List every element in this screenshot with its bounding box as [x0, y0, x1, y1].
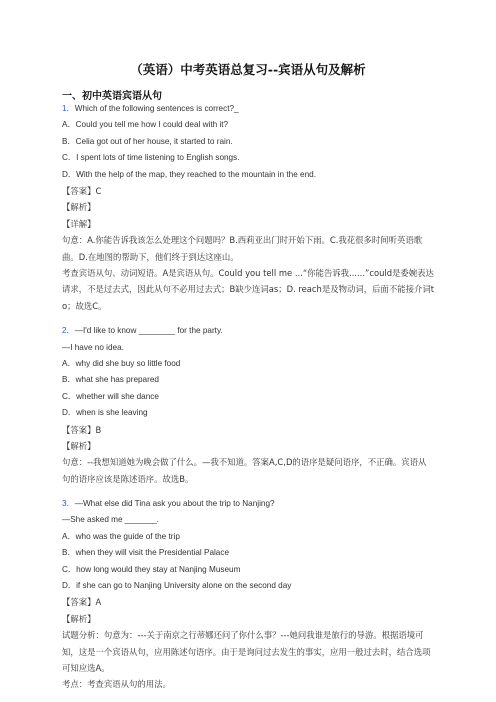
option-b: B．Celia got out of her house, it started to rain. — [62, 136, 233, 146]
option-c: C．I spent lots of time listening to English songs. — [62, 153, 240, 163]
explanation-paragraph: 考查宾语从句、动词短语。A是宾语从句。Could you tell me ...“你能告诉我......”could是委婉表达请求，不是过去式，因此从句不必用过去式；B缺少连词as；D. reach是及物动词，后面不能接介词to；故选C。 — [62, 267, 435, 311]
option-d: D．With the help of the map, they reached to the mountain in the end. — [62, 169, 316, 179]
explanation-paragraph: 句意：A.你能告诉我该怎么处理这个问题吗？B.西莉亚出门时开始下雨。C.我花很多时间听英语歌曲。D.在地图的帮助下，他们终于到达这座山。 — [62, 235, 423, 262]
answer-label: 【答案】C — [62, 185, 102, 196]
question-number: 1． — [62, 104, 75, 113]
option-a: A．why did she buy so little food — [62, 358, 181, 368]
option-b: B．what she has prepared — [62, 375, 159, 385]
option-a: A．who was the guide of the trip — [62, 531, 180, 541]
question-text: —What else did Tina ask you about the trip to Nanjing? — [74, 499, 275, 509]
question-3 — [62, 496, 434, 693]
option-c: C．how long would they stay at Nanjing Museum — [62, 564, 241, 574]
dialogue-line: —I have no idea. — [62, 342, 124, 352]
option-d: D．if she can go to Nanjing University alone on the second day — [62, 581, 292, 591]
answer-label: 【答案】B — [62, 424, 102, 435]
question-text: —I'd like to know ________ for the party. — [74, 326, 223, 336]
explanation-paragraph: 试题分析：句意为：---关于南京之行蒂娜还问了你什么事？---她问我谁是旅行的导游。根据语境可知，这是一个宾语从句，应用陈述句语序。由于是询问过去发生的事实，应用一般过去时，结合选项可知应选A。 — [62, 630, 431, 674]
option-d: D．when is she leaving — [62, 408, 148, 418]
question-text: Which of the following sentences is correct?_ — [74, 104, 239, 113]
question-stem — [62, 323, 434, 339]
detail-label: 【详解】 — [62, 218, 96, 229]
question-number: 3． — [62, 499, 75, 509]
document-title: （英语）中考英语总复习--宾语从句及解析 — [130, 62, 366, 77]
question-2 — [62, 323, 434, 487]
question-1 — [62, 101, 434, 314]
analysis-label: 【解析】 — [62, 613, 96, 624]
section-heading: 一、初中英语宾语从句 — [62, 91, 162, 102]
option-a: A．Could you tell me how I could deal with it? — [62, 120, 229, 130]
answer-label: 【答案】A — [62, 597, 102, 608]
question-stem — [62, 101, 434, 117]
dialogue-line: —She asked me _______. — [62, 515, 159, 525]
question-stem — [62, 496, 434, 512]
explanation-paragraph: 句意：--我想知道她为晚会做了什么。—我不知道。答案A,C,D的语序是疑问语序，不正确。宾语从句的语序应该是陈述语序。故选B。 — [62, 457, 427, 484]
question-number: 2． — [62, 326, 75, 336]
analysis-label: 【解析】 — [62, 440, 96, 451]
option-c: C．whether will she dance — [62, 391, 159, 401]
analysis-label: 【解析】 — [62, 202, 96, 213]
option-b: B．when they will visit the Presidential Palace — [62, 548, 230, 558]
question-list — [62, 101, 434, 693]
explanation-paragraph: 考点：考查宾语从句的用法。 — [62, 679, 171, 690]
